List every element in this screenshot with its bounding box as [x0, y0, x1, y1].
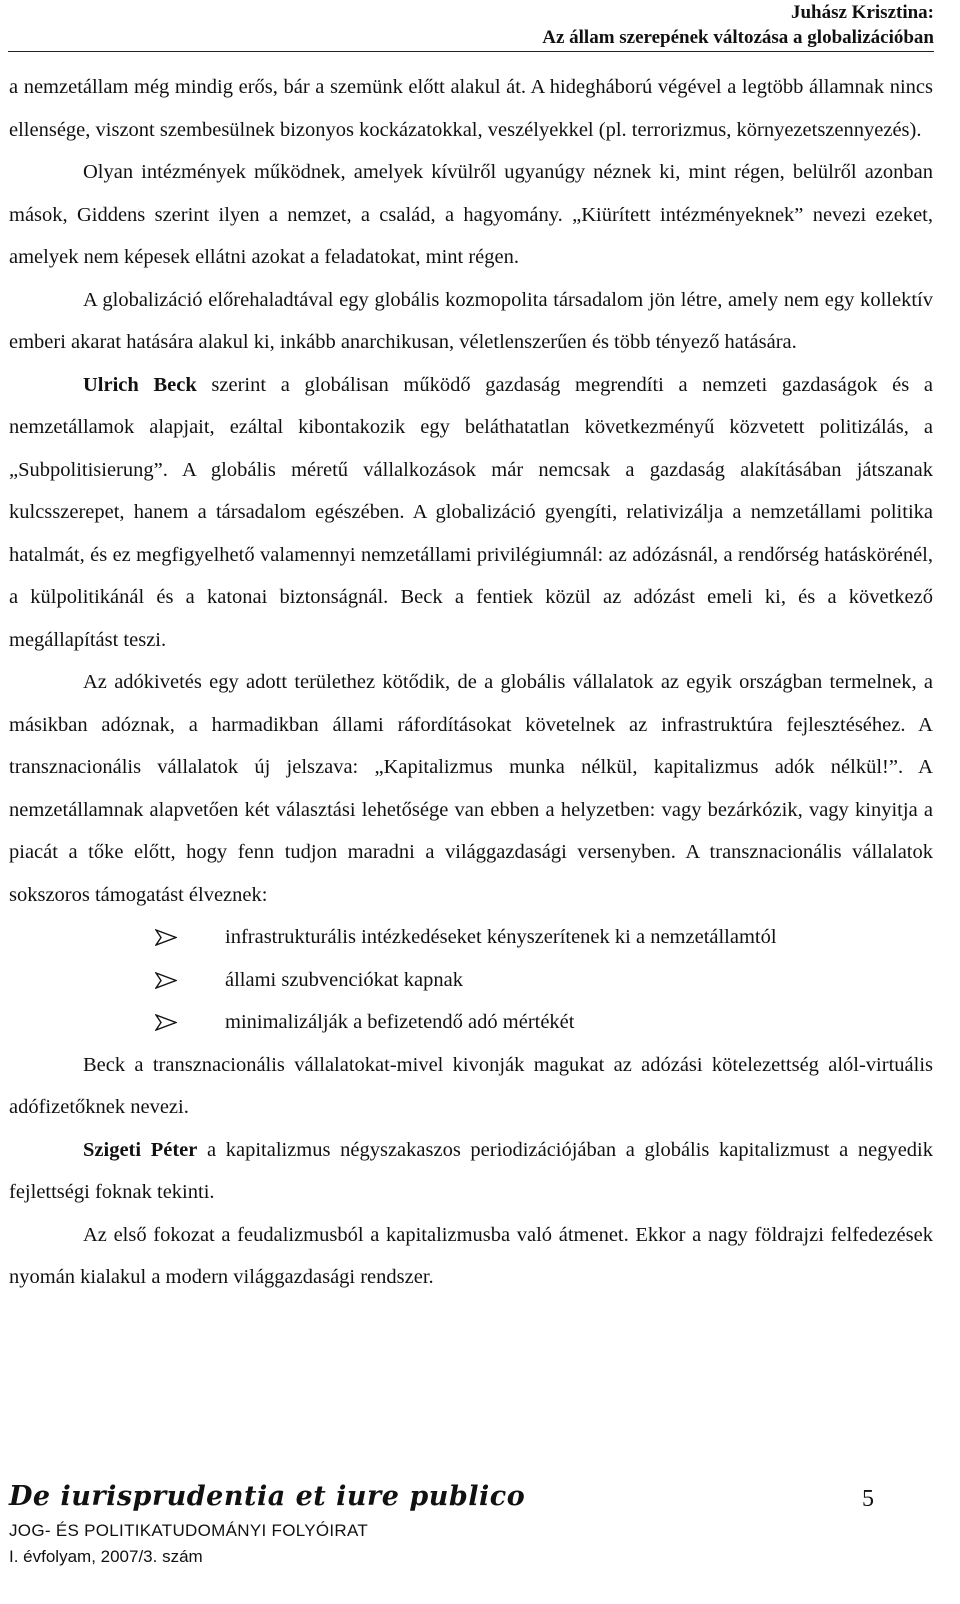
paragraph-8: Az első fokozat a feudalizmusból a kapitalizmusba való átmenet. Ekkor a nagy földrajzi felfedezések nyomán kialakul a modern világgazdasági rendszer. — [9, 1223, 933, 1288]
paragraph-7-text: a kapitalizmus négyszakaszos periodizációjában a globális kapitalizmust a negyedik fejlettségi foknak tekinti. — [9, 1138, 934, 1203]
header-divider — [8, 51, 934, 52]
bullet-list — [9, 916, 933, 1044]
list-item-text: infrastrukturális intézkedéseket kényszerítenek ki a nemzetállamtól — [225, 926, 777, 948]
arrow-bullet-icon — [155, 972, 177, 989]
list-item — [9, 959, 933, 1002]
journal-title: De iurisprudentia et iure publico — [9, 1481, 526, 1512]
header-author: Juhász Krisztina: — [790, 2, 934, 23]
list-item-text: állami szubvenciókat kapnak — [225, 968, 463, 991]
arrow-bullet-icon — [155, 1014, 177, 1031]
journal-volume: I. évfolyam, 2007/3. szám — [9, 1547, 203, 1566]
journal-subtitle: JOG- ÉS POLITIKATUDOMÁNYI FOLYÓIRAT — [9, 1521, 369, 1540]
paragraph-4 — [9, 364, 933, 662]
page-number: 5 — [862, 1486, 874, 1512]
arrow-bullet-icon — [155, 929, 177, 946]
paragraph-4-text: szerint a globálisan működő gazdaság megrendíti a nemzeti gazdaságok és a nemzetállamok alapjait, ezáltal kibontakozik egy beláthatatlan következményű közvetett politizálás, a „Subpolitisierung”. A globális méretű vállalkozások már nemcsak a gazdaság alakításában játszanak kulcsszerepet, hanem a társadalom egészében. A globalizáció gyengíti, relativizálja a nemzetállami politika hatalmát, és ez megfigyelhető valamennyi nemzetállami privilégiumnál: az adózásnál, a rendőrség hatáskörénél, a külpolitikánál és a katonai biztonságnál. Beck a fentiek közül az adózást emeli ki, és a következő megállapítást teszi. — [9, 373, 933, 651]
article-body — [9, 66, 933, 1299]
header-title: Az állam szerepének változása a globalizációban — [542, 27, 934, 48]
paragraph-3: A globalizáció előrehaladtával egy globális kozmopolita társadalom jön létre, amely nem egy kollektív emberi akarat hatására alakul ki, inkább anarchikusan, véletlenszerűen és több tényező hatására. — [9, 288, 933, 353]
paragraph-7 — [9, 1129, 933, 1214]
author-name-beck: Ulrich Beck — [83, 373, 197, 396]
page-header — [542, 0, 934, 50]
paragraph-2: Olyan intézmények működnek, amelyek kívülről ugyanúgy néznek ki, mint régen, belülről azonban mások, Giddens szerint ilyen a nemzet, a család, a hagyomány. „Kiürített intézményeknek” nevezi ezeket, amelyek nem képesek ellátni azokat a feladatokat, mint régen. — [9, 161, 933, 268]
paragraph-5: Az adókivetés egy adott területhez kötődik, de a globális vállalatok az egyik országban termelnek, a másikban adóznak, a harmadikban állami ráfordításokat követelnek az infrastruktúra fejlesztéséhez. A transznacionális vállalatok új jelszava: „Kapitalizmus munka nélkül, kapitalizmus adók nélkül!”. A nemzetállamnak alapvetően két választási lehetősége van ebben a helyzetben: vagy bezárkózik, vagy kinyitja a piacát a tőke előtt, hogy fenn tudjon maradni a világgazdasági versenyben. A transznacionális vállalatok sokszoros támogatást élveznek: — [9, 671, 933, 906]
paragraph-1: a nemzetállam még mindig erős, bár a szemünk előtt alakul át. A hidegháború végével a legtöbb államnak nincs ellensége, viszont szembesülnek bizonyos kockázatokkal, veszélyekkel (pl. terrorizmus, környezetszennyezés). — [9, 76, 933, 141]
list-item — [9, 916, 933, 959]
list-item — [9, 1001, 933, 1044]
paragraph-6: Beck a transznacionális vállalatokat-mivel kivonják magukat az adózási kötelezettség alól-virtuális adófizetőknek nevezi. — [9, 1053, 933, 1118]
list-item-text: minimalizálják a befizetendő adó mértékét — [225, 1011, 575, 1033]
author-name-szigeti: Szigeti Péter — [83, 1138, 198, 1161]
